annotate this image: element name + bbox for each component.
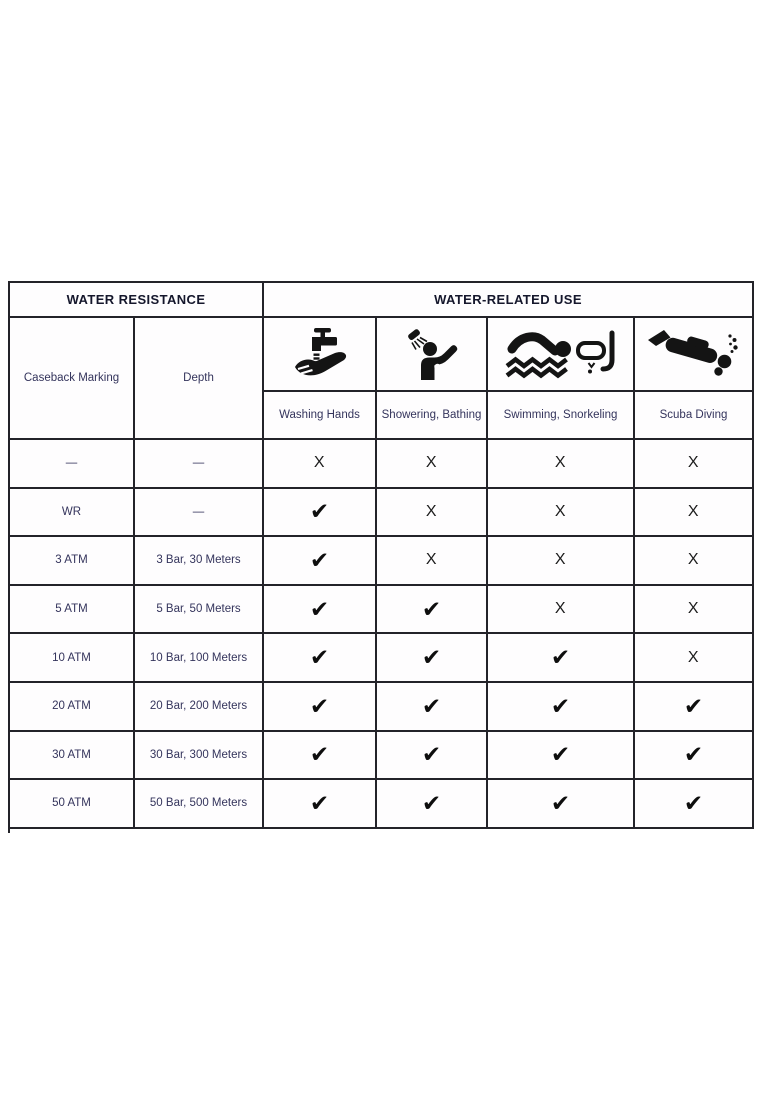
mark-cell: X: [376, 536, 487, 585]
icon-header-row: [9, 317, 753, 391]
mark-cell: X: [376, 439, 487, 488]
mark-cell: ✔: [376, 682, 487, 731]
table-row: [9, 536, 753, 585]
mark-cell: X: [487, 536, 634, 585]
caseback-marking-cell: 3 ATM: [9, 536, 134, 585]
mark-cell: ✔: [263, 633, 376, 682]
mark-cell: X: [263, 439, 376, 488]
mark-cell: ✔: [487, 779, 634, 828]
depth-cell: 5 Bar, 50 Meters: [134, 585, 263, 634]
mark-cell: ✔: [634, 731, 753, 780]
table-row: [9, 779, 753, 828]
caseback-marking-cell: 30 ATM: [9, 731, 134, 780]
shower-icon: [377, 328, 486, 380]
showering-icon-cell: [376, 317, 487, 391]
mark-cell: ✔: [263, 682, 376, 731]
mark-cell: ✔: [376, 779, 487, 828]
mark-cell: ✔: [263, 779, 376, 828]
mark-cell: ✔: [263, 536, 376, 585]
caseback-marking-cell: —: [9, 439, 134, 488]
mark-cell: ✔: [376, 633, 487, 682]
mark-cell: ✔: [263, 731, 376, 780]
mark-cell: X: [634, 488, 753, 537]
table-row: [9, 682, 753, 731]
water-resistance-table: [8, 281, 754, 829]
use-label-scuba-diving: Scuba Diving: [634, 391, 753, 439]
mark-cell: ✔: [376, 731, 487, 780]
mark-cell: X: [634, 439, 753, 488]
depth-cell: 10 Bar, 100 Meters: [134, 633, 263, 682]
group-header-row: [9, 282, 753, 317]
table-row: [9, 585, 753, 634]
mark-cell: X: [487, 585, 634, 634]
swimming-icon-cell: [487, 317, 634, 391]
caseback-marking-cell: 10 ATM: [9, 633, 134, 682]
mark-cell: ✔: [263, 585, 376, 634]
left-border-tail: [8, 825, 10, 833]
scuba-diver-icon: [635, 328, 752, 380]
table-row: [9, 488, 753, 537]
caseback-marking-column-header: Caseback Marking: [9, 317, 134, 439]
mark-cell: ✔: [634, 682, 753, 731]
mark-cell: X: [634, 536, 753, 585]
mark-cell: ✔: [263, 488, 376, 537]
mark-cell: X: [634, 585, 753, 634]
mark-cell: X: [634, 633, 753, 682]
faucet-hand-icon: [264, 328, 375, 380]
table-row: [9, 439, 753, 488]
mark-cell: X: [487, 488, 634, 537]
use-label-showering-bathing: Showering, Bathing: [376, 391, 487, 439]
caseback-marking-cell: 5 ATM: [9, 585, 134, 634]
mark-cell: ✔: [487, 633, 634, 682]
table-row: [9, 731, 753, 780]
mark-cell: ✔: [487, 682, 634, 731]
table-row: [9, 633, 753, 682]
depth-cell: —: [134, 488, 263, 537]
water-resistance-header: WATER RESISTANCE: [9, 282, 263, 317]
caseback-marking-cell: WR: [9, 488, 134, 537]
mark-cell: ✔: [634, 779, 753, 828]
scuba-icon-cell: [634, 317, 753, 391]
washing-hands-icon-cell: [263, 317, 376, 391]
use-label-swimming-snorkeling: Swimming, Snorkeling: [487, 391, 634, 439]
swimmer-snorkel-icon: [488, 328, 633, 380]
caseback-marking-cell: 50 ATM: [9, 779, 134, 828]
mark-cell: X: [376, 488, 487, 537]
use-label-washing-hands: Washing Hands: [263, 391, 376, 439]
depth-cell: 3 Bar, 30 Meters: [134, 536, 263, 585]
caseback-marking-cell: 20 ATM: [9, 682, 134, 731]
mark-cell: ✔: [376, 585, 487, 634]
water-related-use-header: WATER-RELATED USE: [263, 282, 753, 317]
mark-cell: ✔: [487, 731, 634, 780]
mark-cell: X: [487, 439, 634, 488]
depth-cell: —: [134, 439, 263, 488]
depth-cell: 30 Bar, 300 Meters: [134, 731, 263, 780]
depth-cell: 50 Bar, 500 Meters: [134, 779, 263, 828]
depth-column-header: Depth: [134, 317, 263, 439]
depth-cell: 20 Bar, 200 Meters: [134, 682, 263, 731]
